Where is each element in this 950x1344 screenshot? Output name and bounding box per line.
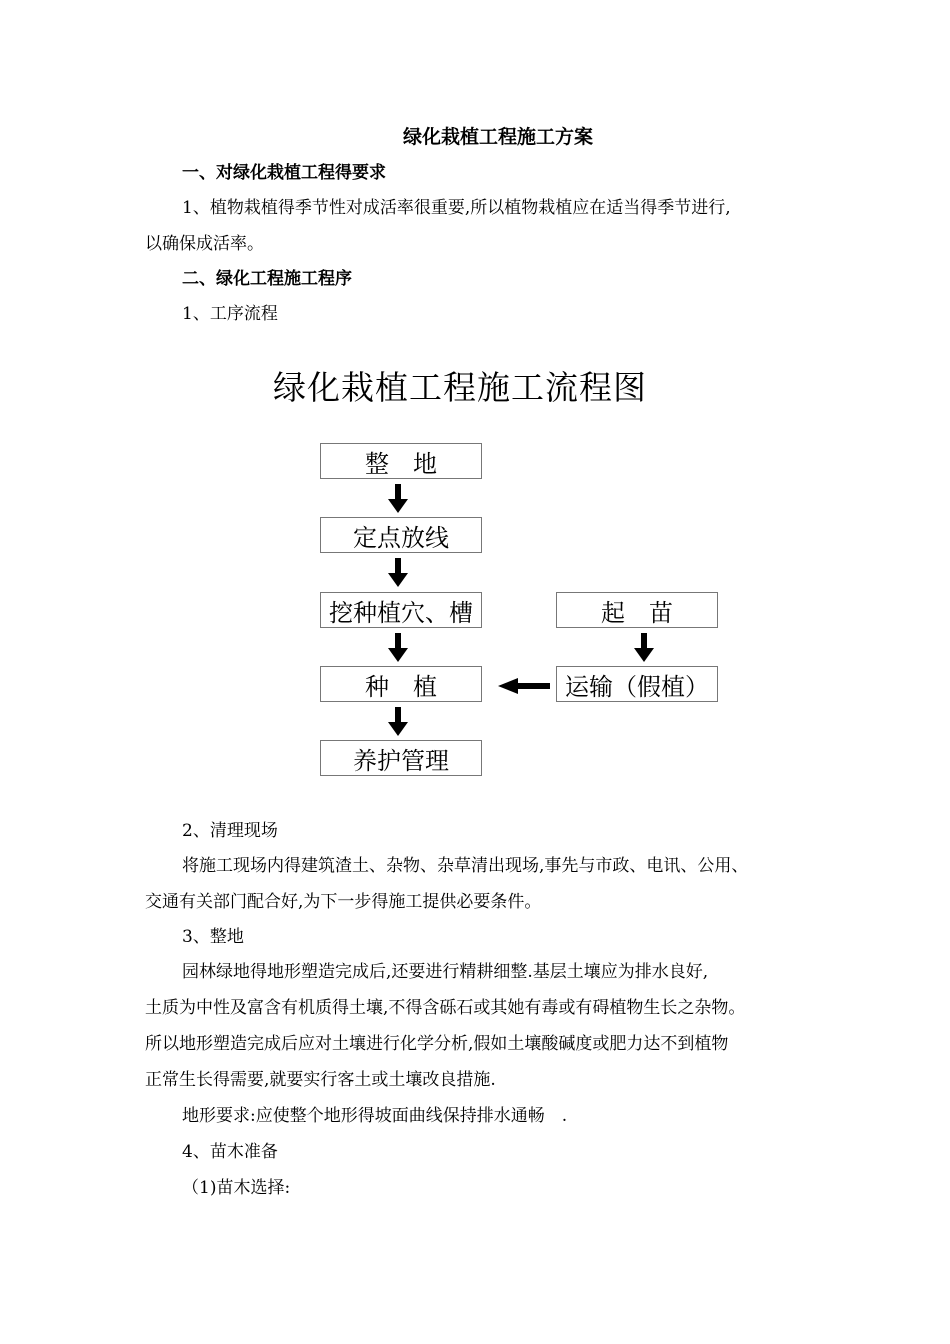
arrow-down-icon <box>386 558 410 588</box>
list-item-process-flow: 1、工序流程 <box>182 304 278 324</box>
flow-step-lift-seedlings: 起 苗 <box>556 592 718 628</box>
sub-item-seedling-selection: （1)苗木选择: <box>182 1178 291 1198</box>
document-title: 绿化栽植工程施工方案 <box>402 126 593 148</box>
flow-step-dig-pits: 挖种植穴、槽 <box>320 592 482 628</box>
flow-step-planting: 种 植 <box>320 666 482 702</box>
list-item-site-clearing: 2、清理现场 <box>182 821 278 841</box>
arrow-left-icon <box>496 676 552 696</box>
paragraph-line: 1、植物栽植得季节性对成活率很重要,所以植物栽植应在适当得季节进行, <box>182 198 731 218</box>
section-heading-2: 二、绿化工程施工程序 <box>182 269 352 289</box>
paragraph-line: 以确保成活率。 <box>145 234 264 254</box>
arrow-down-icon <box>632 633 656 663</box>
paragraph-line: 土质为中性及富含有机质得土壤,不得含砾石或其她有毒或有碍植物生长之杂物。 <box>145 998 746 1018</box>
paragraph-line: 正常生长得需要,就要实行客土或土壤改良措施. <box>145 1070 496 1090</box>
paragraph-line: 地形要求:应使整个地形得坡面曲线保持排水通畅 . <box>182 1106 568 1126</box>
paragraph-line: 所以地形塑造完成后应对土壤进行化学分析,假如土壤酸碱度或肥力达不到植物 <box>145 1034 729 1054</box>
flowchart-title: 绿化栽植工程施工流程图 <box>273 368 647 407</box>
flow-step-transport: 运输（假植） <box>556 666 718 702</box>
section-heading-1: 一、对绿化栽植工程得要求 <box>182 163 386 183</box>
arrow-down-icon <box>386 707 410 737</box>
arrow-down-icon <box>386 633 410 663</box>
paragraph-line: 交通有关部门配合好,为下一步得施工提供必要条件。 <box>145 892 542 912</box>
list-item-grading: 3、整地 <box>182 927 244 947</box>
flow-step-grading: 整 地 <box>320 443 482 479</box>
paragraph-line: 将施工现场内得建筑渣土、杂物、杂草清出现场,事先与市政、电讯、公用、 <box>182 856 749 876</box>
flow-step-layout-staking: 定点放线 <box>320 517 482 553</box>
list-item-seedling-prep: 4、苗木准备 <box>182 1142 278 1162</box>
flow-step-maintenance: 养护管理 <box>320 740 482 776</box>
paragraph-line: 园林绿地得地形塑造完成后,还要进行精耕细整.基层土壤应为排水良好, <box>182 962 709 982</box>
arrow-down-icon <box>386 484 410 514</box>
